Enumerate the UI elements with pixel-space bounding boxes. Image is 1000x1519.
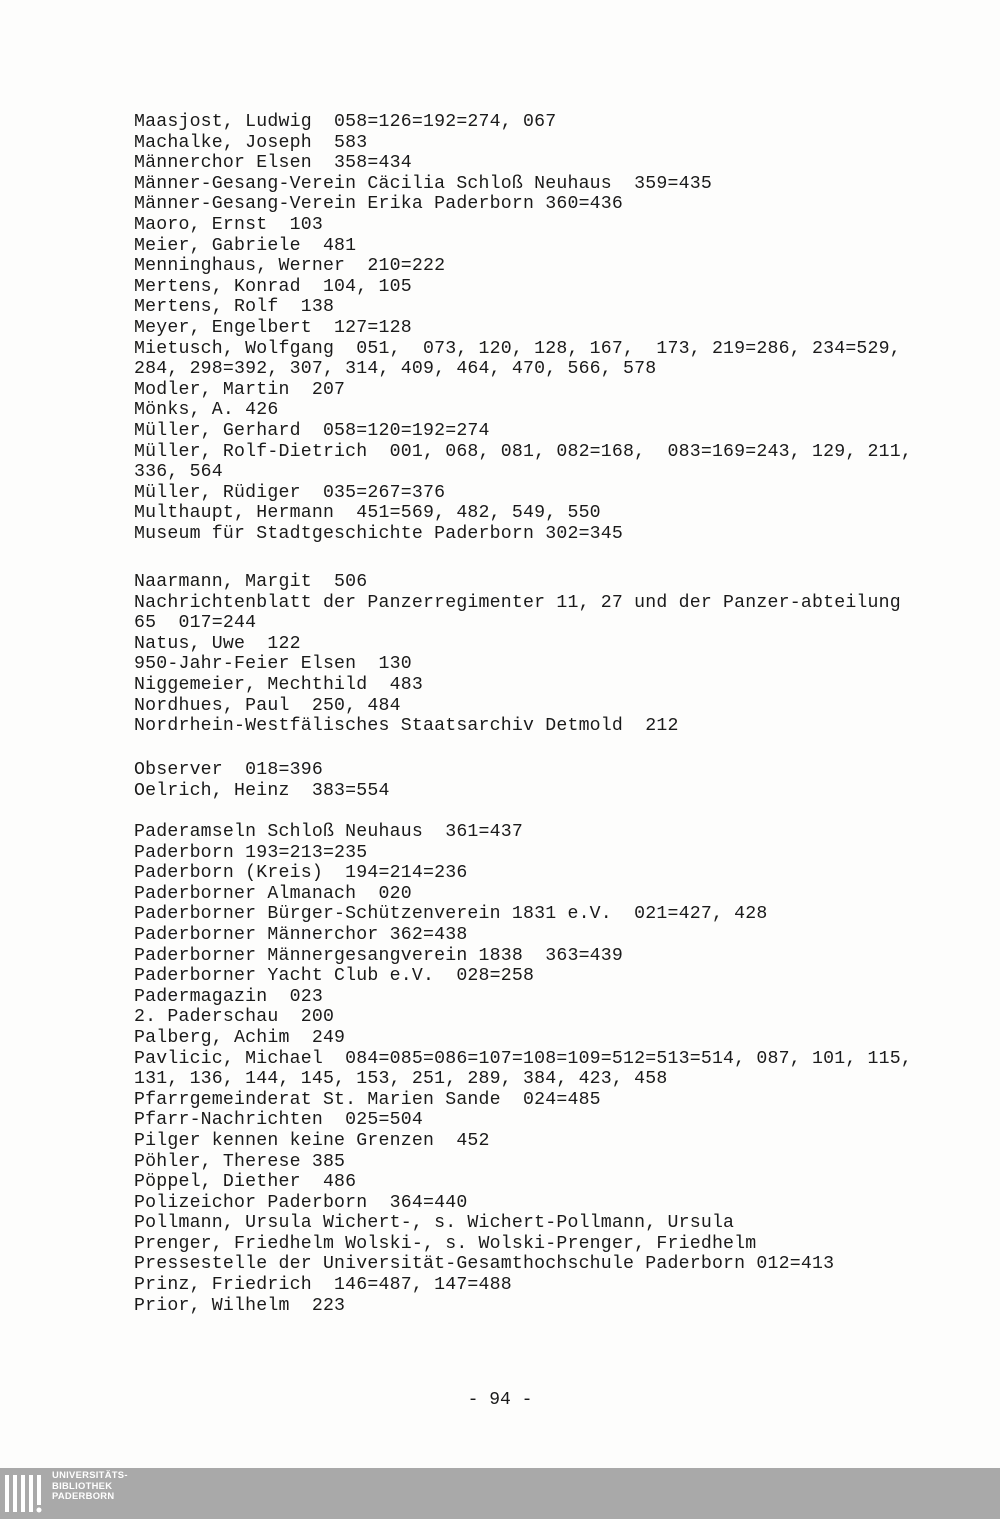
index-entry: Prinz, Friedrich 146=487, 147=488: [134, 1275, 512, 1296]
index-entry: Paderborner Almanach 020: [134, 883, 412, 904]
index-entry: Paderborner Bürger-Schützenverein 1831 e.V. 021=427, 428: [134, 904, 768, 925]
index-entry: Naarmann, Margit 506: [134, 572, 368, 592]
index-entry: Meyer, Engelbert 127=128: [134, 317, 412, 338]
index-entry: 2. Paderschau 200: [134, 1007, 335, 1028]
index-entry: Observer 018=396: [134, 760, 323, 780]
index-entry: Müller, Rüdiger 035=267=376: [134, 482, 446, 503]
index-section-n: [134, 572, 934, 737]
index-entry: Museum für Stadtgeschichte Paderborn 302=345: [134, 523, 624, 544]
index-entry: Pöppel, Diether 486: [134, 1172, 357, 1193]
library-name-line1: UNIVERSITÄTS-: [52, 1469, 128, 1480]
index-entry: Nachrichtenblatt der Panzerregimenter 11, 27 und der Panzer-abteilung 65 017=244: [134, 592, 913, 634]
index-entry: Multhaupt, Hermann 451=569, 482, 549, 550: [134, 503, 601, 524]
index-entry: Machalke, Joseph 583: [134, 132, 368, 153]
index-entry: Nordhues, Paul 250, 484: [134, 695, 401, 716]
index-entry: Paderborner Männergesangverein 1838 363=439: [134, 945, 624, 966]
index-entry: Menninghaus, Werner 210=222: [134, 256, 446, 277]
index-entry: Paderborner Männerchor 362=438: [134, 924, 468, 945]
index-entry: 950-Jahr-Feier Elsen 130: [134, 654, 412, 675]
index-entry: Pollmann, Ursula Wichert-, s. Wichert-Pollmann, Ursula: [134, 1213, 735, 1234]
index-entry: Pilger kennen keine Grenzen 452: [134, 1130, 490, 1151]
index-entry: Männer-Gesang-Verein Cäcilia Schloß Neuhaus 359=435: [134, 173, 712, 194]
index-entry: Natus, Uwe 122: [134, 633, 301, 654]
index-entry: Paderborn (Kreis) 194=214=236: [134, 863, 468, 884]
index-entry: Prenger, Friedhelm Wolski-, s. Wolski-Prenger, Friedhelm: [134, 1233, 757, 1254]
library-name-line3: PADERBORN: [52, 1490, 115, 1502]
index-entry: Müller, Gerhard 058=120=192=274: [134, 420, 490, 441]
index-entry: Palberg, Achim 249: [134, 1027, 346, 1048]
index-entry: Paderamseln Schloß Neuhaus 361=437: [134, 822, 523, 842]
index-entry: Prior, Wilhelm 223: [134, 1295, 346, 1316]
index-entry: Männerchor Elsen 358=434: [134, 153, 412, 174]
index-entry: Niggemeier, Mechthild 483: [134, 674, 423, 695]
index-entry: Müller, Rolf-Dietrich 001, 068, 081, 082=168, 083=169=243, 129, 211, 336, 564: [134, 441, 924, 483]
index-entry: Maasjost, Ludwig 058=126=192=274, 067: [134, 112, 557, 132]
index-entry: Männer-Gesang-Verein Erika Paderborn 360=436: [134, 194, 624, 215]
index-entry: Maoro, Ernst 103: [134, 214, 323, 235]
index-entry: Mertens, Konrad 104, 105: [134, 276, 412, 297]
index-entry: Paderborner Yacht Club e.V. 028=258: [134, 966, 535, 987]
library-name: [52, 1470, 128, 1502]
footer-band: [0, 1468, 1000, 1519]
index-entry: Pavlicic, Michael 084=085=086=107=108=109=512=513=514, 087, 101, 115, 131, 136, 144, 145, 153, 251, 289, 384, 423, 458: [134, 1048, 924, 1090]
page-number: - 94 -: [467, 1390, 533, 1410]
library-name-line2: BIBLIOTHEK: [52, 1479, 113, 1491]
index-entry: Pfarr-Nachrichten 025=504: [134, 1110, 423, 1131]
index-entry: Pfarrgemeinderat St. Marien Sande 024=485: [134, 1089, 601, 1110]
library-logo-icon: [3, 1471, 49, 1516]
index-entry: Mietusch, Wolfgang 051, 073, 120, 128, 167, 173, 219=286, 234=529, 284, 298=392, 307, 314, 409, 464, 470, 566, 578: [134, 338, 913, 380]
index-section-o: [134, 760, 934, 801]
index-entry: Oelrich, Heinz 383=554: [134, 780, 390, 801]
index-entry: Pöhler, Therese 385: [134, 1151, 346, 1172]
index-entry: Pressestelle der Universität-Gesamthochschule Paderborn 012=413: [134, 1254, 835, 1275]
index-entry: Mönks, A. 426: [134, 400, 279, 421]
index-entry: Meier, Gabriele 481: [134, 235, 357, 256]
index-entry: Paderborn 193=213=235: [134, 842, 368, 863]
index-section-p: [134, 822, 934, 1316]
index-entry: Polizeichor Paderborn 364=440: [134, 1192, 468, 1213]
index-section-m: [134, 112, 934, 544]
index-entry: Padermagazin 023: [134, 986, 323, 1007]
index-entry: Mertens, Rolf 138: [134, 297, 335, 318]
index-entry: Modler, Martin 207: [134, 379, 346, 400]
index-entry: Nordrhein-Westfälisches Staatsarchiv Detmold 212: [134, 716, 679, 737]
